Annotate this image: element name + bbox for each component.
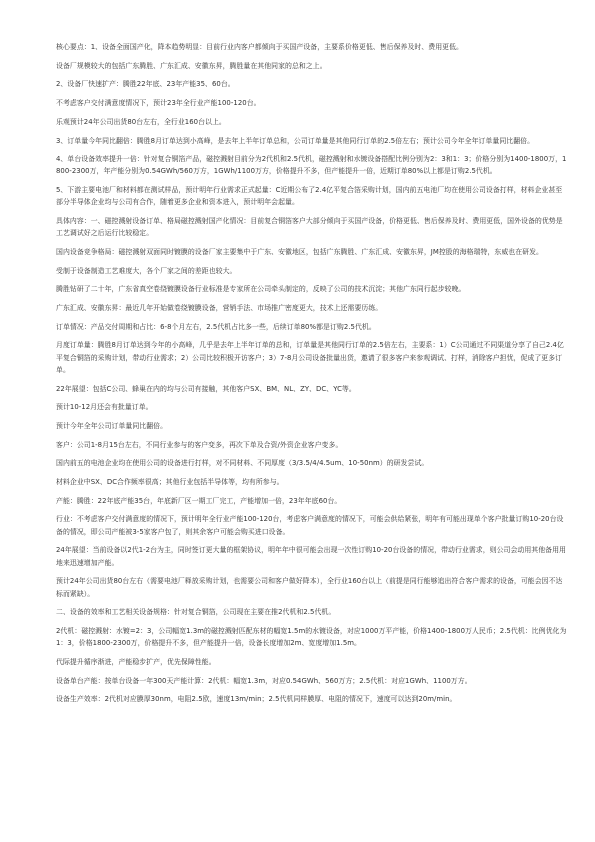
paragraph: 3、订单量今年同比翻倍：腾胜8月订单达到小高峰，是去年上半年订单总和，公司订单量是其他同行订单的2.5倍左右；预计公司今年全年订单量同比翻倍。 (56, 136, 535, 145)
paragraph: 受制于设备制造工艺难度大，各个厂家之间的差距也较大。 (56, 266, 237, 275)
paragraph: 代际提升循序渐进，产能稳步扩产，优先保障性能。 (56, 657, 216, 666)
paragraph: 客户：公司1-8月15台左右，不同行业参与的客户变多，再次下单及合资/外资企业客户变多。 (56, 440, 343, 449)
paragraph: 4、单台设备效率提升一倍：针对复合铜箔产品，磁控溅射目前分为2代机和2.5代机，磁控溅射和水镀设备搭配比例分别为2：3和1：3；价格分别为1400-1800万，1800-2300万，年产能分别为0.54GWh/560万方，1GWh/1100万方，价格提升不多，但产能提升一倍，近期订单80%以上都是订购2.5代机。 (56, 155, 567, 176)
paragraph: 订单情况：产品交付周期和占比：6-8个月左右，2.5代机占比多一些，后续订单80%都是订购2.5代机。 (56, 322, 376, 331)
paragraph: 材料企业中SX、DC合作频率很高；其他行业包括半导体等，均有所参与。 (56, 478, 284, 487)
paragraph: 国内设备竞争格局：磁控溅射双面同时镀膜的设备厂家主要集中于广东、安徽地区，包括广东腾胜、广东汇成、安徽东昇，JM控股的海格瑞特，东威也在研发。 (56, 247, 543, 256)
document-body (56, 41, 568, 712)
paragraph: 腾胜钻研了二十年，广东省真空卷绕镀膜设备行业标准是专家所在公司牵头制定的，反映了公司的技术沉淀；其他广东同行起步较晚。 (56, 285, 466, 294)
paragraph: 产能：腾胜：22年底产能35台，年底新厂区一期工厂完工，产能增加一倍，23年年底60台。 (56, 496, 342, 505)
paragraph: 行业：不考虑客户交付满意度的情况下，预计明年全行业产能100-120台，考虑客户满意度的情况下，可能会供给紧张，明年有可能出现单个客户批量订购10-20台设备的情况，即公司产能被3-5家客户包了，则其余客户可能会购买进口设备。 (56, 515, 564, 536)
paragraph: 设备生产效率：2代机对应膜厚30nm，电阻2.5欧，速度13m/min；2.5代机同样膜厚、电阻的情况下，速度可以达到20m/min。 (56, 695, 457, 704)
paragraph: 预计10-12月还会有批量订单。 (56, 403, 153, 412)
paragraph: 设备单台产能：按单台设备一年300天产能计算：2代机：幅宽1.3m，对应0.54GWh、560万方；2.5代机：对应1GWh、1100万方。 (56, 676, 472, 685)
paragraph: 2、设备厂快速扩产：腾胜22年底、23年产能35、60台。 (56, 80, 235, 89)
paragraph: 预计今年全年公司订单量同比翻倍。 (56, 421, 168, 430)
paragraph: 5、下游主要电池厂和材料都在测试样品，预计明年行业需求正式起量：C近期公布了2.4亿平复合箔采购计划，国内前五电池厂均在使用公司设备打样，材料企业甚至部分半导体企业均与公司有合作，随着更多企业和资本进入，预计明年会起量。 (56, 186, 563, 207)
paragraph: 核心要点：1、设备全面国产化，降本趋势明显：目前行业内客户都倾向于买国产设备，主要系价格更低、售后保养及时、费用更低。 (56, 43, 463, 51)
paragraph: 预计24年公司出货80台左右（需要电池厂释放采购计划，也需要公司和客户做好降本），全行业160台以上（前提是同行能够追出符合客户需求的设备，可能会因不达标而紧缺）。 (56, 577, 563, 598)
paragraph: 24年展望：当前设备以2代1-2台为主，同时签订更大量的框架协议，明年年中很可能会出现一次性订购10-20台设备的情况，带动行业需求，则公司会动用其他备用用地来迅速增加产能。 (56, 546, 566, 567)
paragraph: 具体内容：一、磁控溅射设备订单、格局磁控溅射国产化情况：目前复合铜箔客户大部分倾向于买国产设备，价格更低、售后保养及时、费用更低，国外设备的优势是工艺调试好之后运行比较稳定。 (56, 217, 563, 238)
paragraph: 二、设备的效率和工艺相关设备规格：针对复合铜箔，公司现在主要在推2代机和2.5代机。 (56, 608, 336, 617)
paragraph: 广东汇成、安徽东昇：最近几年开始做卷绕镀膜设备，营销手法、市场推广密度更大，技术上还需要历练。 (56, 304, 383, 313)
paragraph: 22年展望：包括C公司、蜂巢在内的均与公司有接触，其他客户SX、BM、NL、ZY、DC、YC等。 (56, 384, 356, 393)
paragraph: 2代机：磁控溅射：水镀=2：3，公司幅宽1.3m的磁控溅射匹配东材的幅宽1.5m的水镀设备，对应1000万平产能，价格1400-1800万人民币；2.5代机：比例优化为1：3，价格1800-2300万，价格提升不多，但产能提升一倍，设备长度增加2m、宽度增加1.5m。 (56, 626, 567, 648)
paragraph: 国内前五的电池企业均在使用公司的设备进行打样，对不同材料、不同厚度（3/3.5/4/4.5um、10-50nm）的研发尝试。 (56, 459, 429, 468)
paragraph: 乐观预计24年公司出货80台左右，全行业160台以上。 (56, 117, 226, 126)
paragraph: 设备厂规模较大的包括广东腾胜、广东汇成、安徽东昇，腾胜量在其他同家的总和之上。 (56, 61, 327, 70)
paragraph: 月度订单量：腾胜8月订单达到今年的小高峰，几乎是去年上半年订单的总和，订单量是其他同行订单的2.5倍左右，主要系：1）C公司通过不同渠道分享了自己2.4亿平复合铜箔的采购计划，带动行业需求；2）公司比较积极开访客户；3）7-8月公司设备批量出货，邀请了很多客户来参观调试、打样，消除客户担忧，促成了更多订单。 (56, 341, 564, 374)
paragraph: 不考虑客户交付满意度情况下，预计23年全行业产能100-120台。 (56, 99, 261, 108)
